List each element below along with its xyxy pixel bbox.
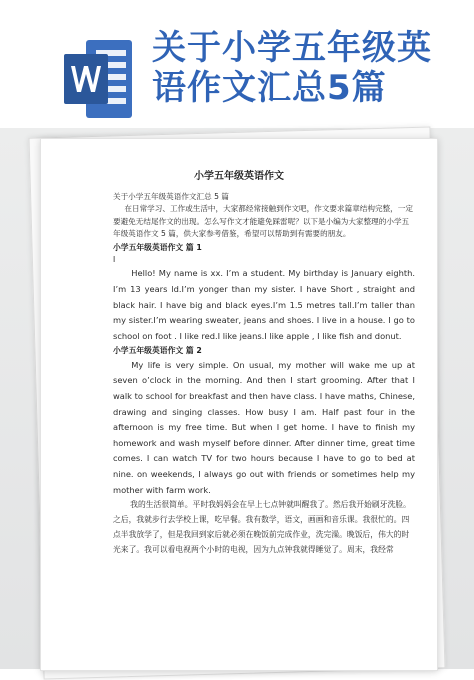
section-text: Hello! My name is xx. I’m a student. My birthday is January eighth. I’m 13 years ld.I’m yonger than my sister. I have Short , straight and black hair. I have big and black eyes.I’m 1.5 metres tall.I’m taller than my sister.I’m wearing sweater, jeans and shoes. I live in a house. I go to school on foot . I like red.I like jeans.I like apple , I like fish and donut. bbox=[113, 268, 415, 341]
document-body bbox=[113, 191, 415, 557]
banner-title: 关于小学五年级英 语作文汇总5篇 bbox=[152, 28, 432, 108]
intro-heading: 关于小学五年级英语作文汇总 5 篇 bbox=[113, 192, 229, 201]
header-banner bbox=[0, 0, 474, 128]
section-marker: I bbox=[113, 255, 116, 265]
section-heading: 小学五年级英语作文 篇 2 bbox=[113, 346, 202, 356]
document-page bbox=[40, 138, 438, 671]
section-translation: 我的生活很简单。平时我妈妈会在早上七点钟就叫醒我了。然后我开始刷牙洗脸。之后，我就步行去学校上课，吃早餐。我有数学，语文，画画和音乐课。我很忙的。四点半我放学了，但是我回到家后就必须在晚饭前完成作业，洗完澡。晚饭后，伟大的时光来了。我可以看电视两个小时的电视，因为九点钟我就得睡觉了。周末，我经常 bbox=[113, 500, 411, 554]
section-heading: 小学五年级英语作文 篇 1 bbox=[113, 242, 202, 252]
section-text: My life is very simple. On usual, my mother will wake me up at seven o’clock in the morning. And then I start grooming. After that I walk to school for breakfast and then have class. I have maths, Chinese, drawing and singing classes. How busy I am. Half past four in the afternoon is my free time. But when I get home. I have to finish my homework and wash myself before dinner. After dinner time, great time comes. I can watch TV for two hours because I have to go to bed at nine. on weekends, I always go out with friends or sometimes help my mother with farm work. bbox=[113, 359, 415, 495]
intro-paragraph: 在日常学习、工作或生活中，大家都经常接触到作文吧，作文要求篇章结构完整，一定要避免无结尾作文的出现。怎么写作文才能避免踩雷呢？以下是小编为大家整理的小学五年级英语作文 5 篇，供大家参考借鉴，希望可以帮助到有需要的朋友。 bbox=[113, 204, 413, 239]
word-document-icon bbox=[64, 40, 134, 118]
document-title: 小学五年级英语作文 bbox=[194, 171, 284, 182]
